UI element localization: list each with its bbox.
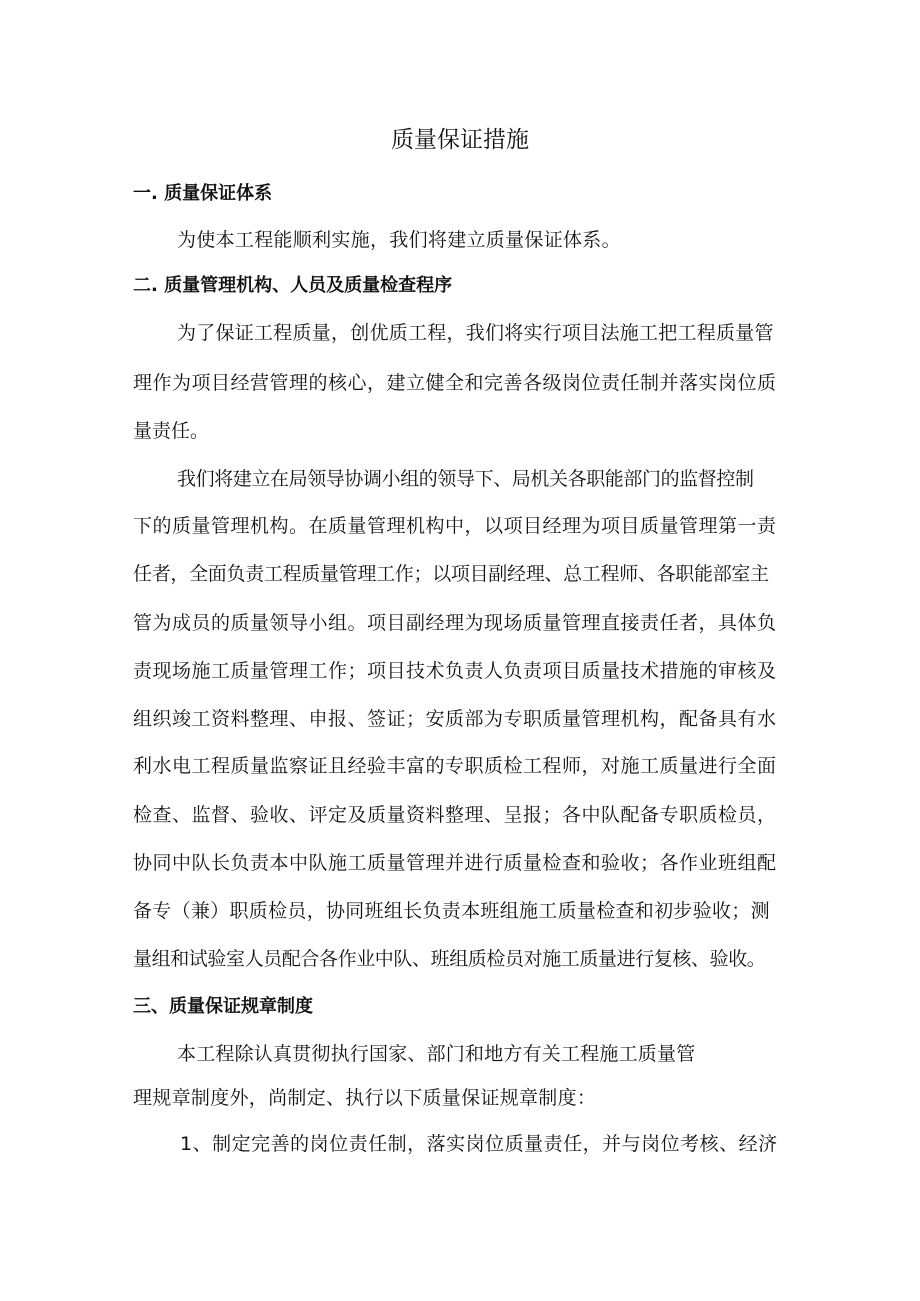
section-2-p2-line: 责现场施工质量管理工作；项目技术负责人负责项目质量技术措施的审核及 xyxy=(133,660,777,682)
section-2-p2-line: 任者，全面负责工程质量管理工作；以项目副经理、总工程师、各职能部室主 xyxy=(133,563,769,585)
section-2-p2-line: 备专（兼）职质检员，协同班组长负责本班组施工质量检查和初步验收；测 xyxy=(133,900,770,922)
section-2-p2-line: 管为成员的质量领导小组。项目副经理为现场质量管理直接责任者，具体负 xyxy=(133,612,777,634)
section-3-heading: 三、质量保证规章制度 xyxy=(133,996,313,1017)
section-2-p1-line: 量责任。 xyxy=(133,420,210,442)
section-1-line: 为使本工程能顺利实施，我们将建立质量保证体系。 xyxy=(177,229,621,251)
section-2-heading: 二. 质量管理机构、人员及质量检查程序 xyxy=(133,275,453,296)
section-3-item-1-line: 1、制定完善的岗位责任制，落实岗位质量责任，并与岗位考核、经济 xyxy=(180,1133,778,1155)
section-3-p1-line: 理规章制度外，尚制定、执行以下质量保证规章制度： xyxy=(133,1087,597,1109)
section-3-p1-line: 本工程除认真贯彻执行国家、部门和地方有关工程施工质量管 xyxy=(177,1043,696,1065)
section-2-p2-line: 检查、监督、验收、评定及质量资料整理、呈报；各中队配备专职质检员， xyxy=(133,804,777,826)
section-2-p2-line: 协同中队长负责本中队施工质量管理并进行质量检查和验收；各作业班组配 xyxy=(133,852,777,874)
section-2-p1-line: 为了保证工程质量，创优质工程，我们将实行项目法施工把工程质量管 xyxy=(177,322,774,344)
section-2-p2-line: 组织竣工资料整理、申报、签证；安质部为专职质量管理机构，配备具有水 xyxy=(133,708,777,730)
document-title: 质量保证措施 xyxy=(391,127,529,153)
section-1-heading: 一. 质量保证体系 xyxy=(133,183,273,204)
section-2-p1-line: 理作为项目经营管理的核心，建立健全和完善各级岗位责任制并落实岗位质 xyxy=(133,372,777,394)
section-2-p2-line: 量组和试验室人员配合各作业中队、班组质检员对施工质量进行复核、验收。 xyxy=(133,948,766,970)
section-2-p2-line: 利水电工程质量监察证且经验丰富的专职质检工程师，对施工质量进行全面 xyxy=(133,755,777,777)
section-2-p2-line: 我们将建立在局领导协调小组的领导下、局机关各职能部门的监督控制 xyxy=(177,468,754,490)
section-2-p2-line: 下的质量管理机构。在质量管理机构中，以项目经理为项目质量管理第一责 xyxy=(133,515,777,537)
